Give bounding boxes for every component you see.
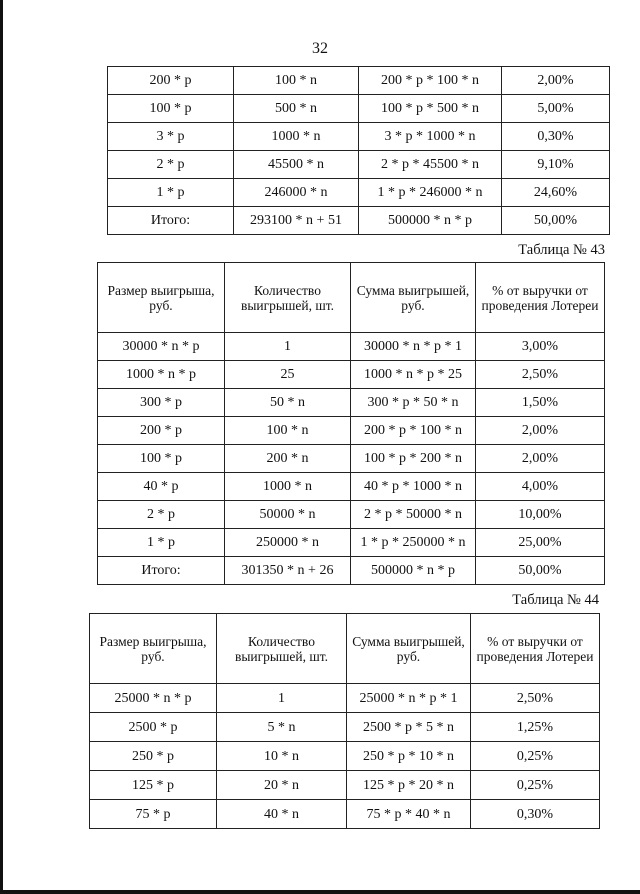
table-row	[90, 713, 600, 742]
cell-prize-size: 125 * р	[90, 771, 217, 800]
table-44-caption: Таблица № 44	[512, 592, 599, 608]
table-row	[90, 742, 600, 771]
table-row	[98, 361, 605, 389]
cell-prize-size: 2 * р	[108, 151, 234, 179]
cell-prize-size: 2 * р	[98, 501, 225, 529]
cell-prize-sum: 100 * р * 200 * n	[351, 445, 476, 473]
cell-prize-count: 50000 * n	[225, 501, 351, 529]
cell-prize-size: Итого:	[108, 207, 234, 235]
cell-prize-size: 75 * р	[90, 800, 217, 829]
cell-prize-sum: 30000 * n * р * 1	[351, 333, 476, 361]
cell-revenue-percent: 0,30%	[471, 800, 600, 829]
cell-prize-size: 25000 * n * р	[90, 684, 217, 713]
cell-prize-count: 25	[225, 361, 351, 389]
cell-prize-count: 100 * n	[225, 417, 351, 445]
cell-prize-sum: 25000 * n * р * 1	[347, 684, 471, 713]
cell-prize-size: 100 * р	[108, 95, 234, 123]
cell-prize-sum: 2 * р * 45500 * n	[359, 151, 502, 179]
cell-revenue-percent: 24,60%	[502, 179, 610, 207]
cell-prize-sum: 200 * р * 100 * n	[359, 67, 502, 95]
cell-prize-count: 50 * n	[225, 389, 351, 417]
prize-table-continued	[107, 66, 610, 235]
cell-revenue-percent: 1,25%	[471, 713, 600, 742]
cell-prize-size: 1 * р	[98, 529, 225, 557]
table-row	[108, 207, 610, 235]
table-row	[108, 151, 610, 179]
cell-revenue-percent: 0,25%	[471, 742, 600, 771]
cell-prize-size: 30000 * n * р	[98, 333, 225, 361]
cell-prize-count: 5 * n	[217, 713, 347, 742]
cell-prize-count: 293100 * n + 51	[234, 207, 359, 235]
prize-table-43	[97, 262, 605, 585]
table-row	[98, 333, 605, 361]
header-prize-sum: Сумма выигрышей, руб.	[351, 263, 476, 333]
header-revenue-percent: % от выручки от проведения Лотереи	[476, 263, 605, 333]
cell-prize-sum: 2500 * р * 5 * n	[347, 713, 471, 742]
cell-prize-size: 1 * р	[108, 179, 234, 207]
cell-prize-size: 200 * р	[98, 417, 225, 445]
table-row	[98, 445, 605, 473]
table-row	[90, 800, 600, 829]
table-row	[98, 557, 605, 585]
header-revenue-percent: % от выручки от проведения Лотереи	[471, 614, 600, 684]
cell-prize-count: 246000 * n	[234, 179, 359, 207]
cell-prize-sum: 500000 * n * р	[359, 207, 502, 235]
cell-prize-count: 500 * n	[234, 95, 359, 123]
table-row	[108, 179, 610, 207]
cell-revenue-percent: 2,00%	[502, 67, 610, 95]
cell-revenue-percent: 2,50%	[476, 361, 605, 389]
cell-prize-count: 20 * n	[217, 771, 347, 800]
table-header-row	[90, 614, 600, 684]
header-prize-count: Количество выигрышей, шт.	[217, 614, 347, 684]
cell-prize-sum: 1000 * n * р * 25	[351, 361, 476, 389]
cell-prize-count: 1000 * n	[225, 473, 351, 501]
cell-prize-sum: 200 * р * 100 * n	[351, 417, 476, 445]
cell-revenue-percent: 2,00%	[476, 445, 605, 473]
table-row	[90, 771, 600, 800]
cell-prize-sum: 100 * р * 500 * n	[359, 95, 502, 123]
cell-prize-count: 45500 * n	[234, 151, 359, 179]
table-body	[98, 333, 605, 585]
cell-revenue-percent: 2,50%	[471, 684, 600, 713]
cell-prize-size: Итого:	[98, 557, 225, 585]
table-row	[90, 684, 600, 713]
cell-revenue-percent: 1,50%	[476, 389, 605, 417]
cell-prize-size: 250 * р	[90, 742, 217, 771]
page-number: 32	[312, 40, 328, 57]
cell-prize-sum: 500000 * n * р	[351, 557, 476, 585]
cell-prize-count: 100 * n	[234, 67, 359, 95]
cell-prize-size: 2500 * р	[90, 713, 217, 742]
cell-prize-size: 3 * р	[108, 123, 234, 151]
cell-prize-size: 40 * р	[98, 473, 225, 501]
cell-revenue-percent: 4,00%	[476, 473, 605, 501]
cell-revenue-percent: 5,00%	[502, 95, 610, 123]
cell-revenue-percent: 25,00%	[476, 529, 605, 557]
cell-prize-sum: 40 * р * 1000 * n	[351, 473, 476, 501]
cell-revenue-percent: 10,00%	[476, 501, 605, 529]
cell-prize-sum: 125 * р * 20 * n	[347, 771, 471, 800]
cell-prize-count: 40 * n	[217, 800, 347, 829]
table-row	[108, 123, 610, 151]
cell-revenue-percent: 50,00%	[476, 557, 605, 585]
cell-revenue-percent: 2,00%	[476, 417, 605, 445]
header-prize-sum: Сумма выигрышей, руб.	[347, 614, 471, 684]
table-43-caption: Таблица № 43	[518, 242, 605, 258]
prize-table-44	[89, 613, 600, 829]
table-row	[98, 389, 605, 417]
header-prize-count: Количество выигрышей, шт.	[225, 263, 351, 333]
cell-revenue-percent: 9,10%	[502, 151, 610, 179]
cell-prize-size: 200 * р	[108, 67, 234, 95]
table-row	[108, 67, 610, 95]
cell-prize-size: 300 * р	[98, 389, 225, 417]
table-body	[108, 67, 610, 235]
table-body	[90, 684, 600, 829]
cell-revenue-percent: 0,30%	[502, 123, 610, 151]
cell-prize-sum: 3 * р * 1000 * n	[359, 123, 502, 151]
cell-prize-sum: 75 * р * 40 * n	[347, 800, 471, 829]
cell-prize-sum: 1 * р * 246000 * n	[359, 179, 502, 207]
table-header-row	[98, 263, 605, 333]
cell-prize-count: 10 * n	[217, 742, 347, 771]
table-row	[98, 529, 605, 557]
table-row	[108, 95, 610, 123]
table-row	[98, 473, 605, 501]
cell-prize-sum: 2 * р * 50000 * n	[351, 501, 476, 529]
header-prize-size: Размер выигрыша, руб.	[90, 614, 217, 684]
cell-prize-count: 301350 * n + 26	[225, 557, 351, 585]
cell-prize-size: 100 * р	[98, 445, 225, 473]
cell-prize-count: 1000 * n	[234, 123, 359, 151]
cell-prize-sum: 250 * р * 10 * n	[347, 742, 471, 771]
cell-prize-count: 250000 * n	[225, 529, 351, 557]
cell-prize-sum: 300 * р * 50 * n	[351, 389, 476, 417]
header-prize-size: Размер выигрыша, руб.	[98, 263, 225, 333]
table-row	[98, 417, 605, 445]
cell-prize-count: 200 * n	[225, 445, 351, 473]
table-row	[98, 501, 605, 529]
cell-prize-size: 1000 * n * р	[98, 361, 225, 389]
cell-revenue-percent: 0,25%	[471, 771, 600, 800]
cell-revenue-percent: 3,00%	[476, 333, 605, 361]
cell-revenue-percent: 50,00%	[502, 207, 610, 235]
cell-prize-sum: 1 * р * 250000 * n	[351, 529, 476, 557]
cell-prize-count: 1	[217, 684, 347, 713]
cell-prize-count: 1	[225, 333, 351, 361]
